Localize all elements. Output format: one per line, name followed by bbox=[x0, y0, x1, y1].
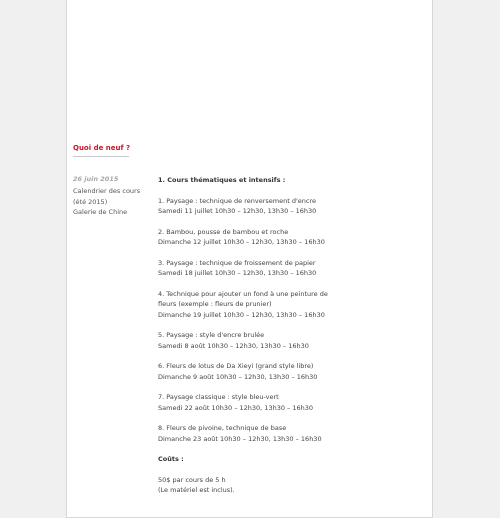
course-line: 6. Fleurs de lotus de Da Xieyi (grand style libre) bbox=[158, 362, 314, 370]
course-line: Samedi 8 août 10h30 – 12h30, 13h30 – 16h30 bbox=[158, 341, 309, 350]
course-line: 3. Paysage : technique de froissement de papier bbox=[158, 258, 316, 267]
course-line: 2. Bambou, pousse de bambou et roche bbox=[158, 227, 289, 236]
page-container bbox=[66, 0, 433, 518]
course-item bbox=[158, 258, 378, 279]
course-line: Dimanche 12 juillet 10h30 – 12h30, 13h30 – 16h30 bbox=[158, 238, 325, 246]
course-line: Samedi 18 juillet 10h30 – 12h30, 13h30 – 16h30 bbox=[158, 269, 317, 277]
course-line: Dimanche 9 août 10h30 – 12h30, 13h30 – 16h30 bbox=[158, 372, 318, 381]
course-item bbox=[158, 423, 378, 444]
costs-text bbox=[158, 475, 378, 496]
sidebar-divider bbox=[73, 156, 129, 157]
course-item bbox=[158, 361, 378, 382]
news-title-link[interactable]: Calendrier des cours (été 2015) bbox=[73, 187, 141, 206]
course-item bbox=[158, 392, 378, 413]
course-item bbox=[158, 330, 378, 351]
costs-heading: Coûts : bbox=[158, 455, 184, 463]
course-line: Samedi 22 août 10h30 – 12h30, 13h30 – 16h30 bbox=[158, 403, 314, 412]
section-heading: 1. Cours thématiques et intensifs : bbox=[158, 176, 286, 184]
news-category-link[interactable]: Galerie de Chine bbox=[73, 208, 128, 216]
course-line: 4. Technique pour ajouter un fond à une peinture de bbox=[158, 289, 328, 298]
course-item bbox=[158, 289, 378, 321]
course-line: 8. Fleurs de pivoine, technique de base bbox=[158, 424, 287, 432]
course-line: Dimanche 19 juillet 10h30 – 12h30, 13h30 – 16h30 bbox=[158, 310, 325, 319]
course-line: 7. Paysage classique : style bleu-vert bbox=[158, 393, 279, 401]
course-line: fleurs (exemple : fleurs de prunier) bbox=[158, 300, 272, 308]
costs-line: 50$ par cours de 5 h bbox=[158, 475, 226, 484]
news-item[interactable] bbox=[73, 186, 143, 218]
sidebar-heading: Quoi de neuf ? bbox=[73, 144, 131, 152]
course-line: Dimanche 23 août 10h30 – 12h30, 13h30 – 16h30 bbox=[158, 434, 322, 443]
course-line: 5. Paysage : style d'encre brulée bbox=[158, 331, 265, 339]
course-line: Samedi 11 juillet 10h30 – 12h30, 13h30 – 16h30 bbox=[158, 207, 317, 215]
course-line: 1. Paysage : technique de renversement d'encre bbox=[158, 196, 316, 205]
course-list bbox=[158, 196, 378, 445]
costs-line: (Le matériel est inclus). bbox=[158, 486, 235, 494]
main-content bbox=[158, 175, 378, 496]
course-item bbox=[158, 196, 378, 217]
news-date: 26 juin 2015 bbox=[73, 175, 119, 183]
course-item bbox=[158, 227, 378, 248]
